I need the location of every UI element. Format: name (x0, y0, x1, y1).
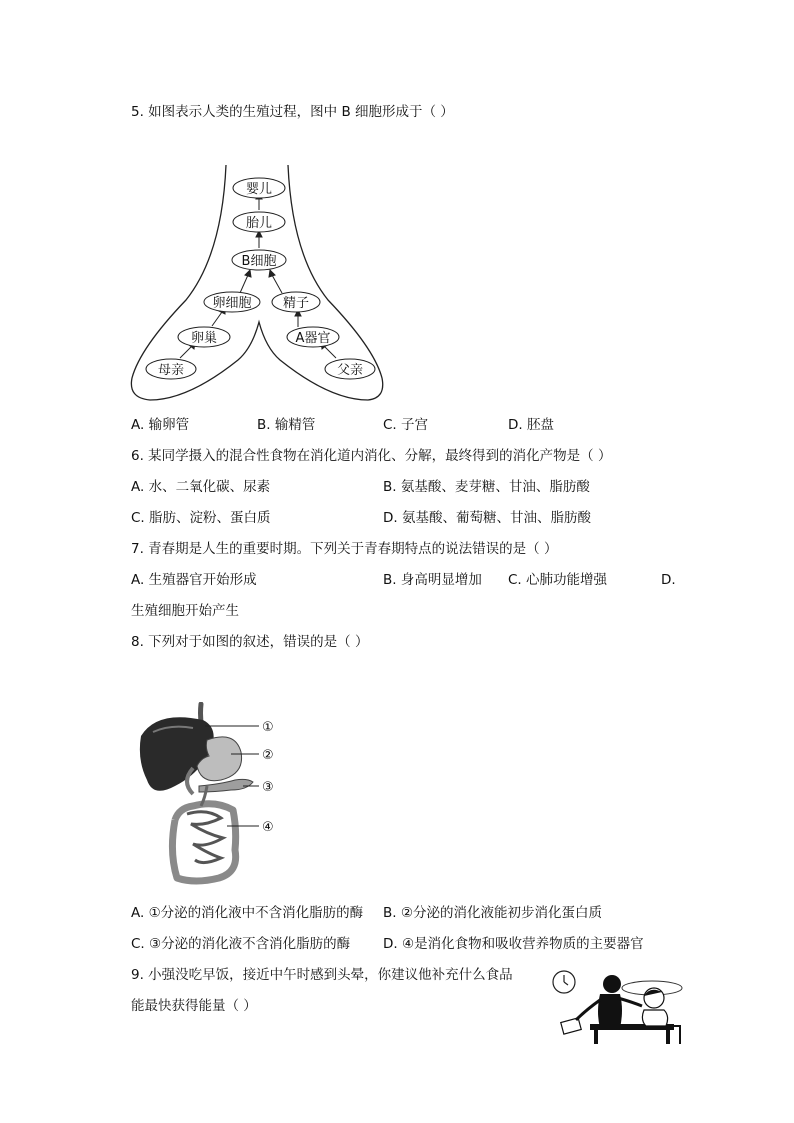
label-1: ① (262, 720, 274, 735)
q8-option-c: C. ③分泌的消化液不含消化脂肪的酶 (131, 936, 351, 952)
fetus-label: 胎儿 (245, 216, 273, 231)
q7-option-a: A. 生殖器官开始形成 (131, 572, 257, 588)
a-organ-label: A器官 (295, 331, 331, 346)
q6-option-c: C. 脂肪、淀粉、蛋白质 (131, 510, 271, 526)
q7-stem: 7. 青春期是人生的重要时期。下列关于青春期特点的说法错误的是（ ） (131, 541, 558, 557)
sperm-label: 精子 (282, 296, 310, 311)
q6-stem: 6. 某同学摄入的混合性食物在消化道内消化、分解，最终得到的消化产物是（ ） (131, 448, 612, 464)
q8-option-a: A. ①分泌的消化液中不含消化脂肪的酶 (131, 905, 364, 921)
q6-option-d: D. 氨基酸、葡萄糖、甘油、脂肪酸 (383, 510, 591, 526)
q5-option-c: C. 子宫 (383, 417, 429, 433)
dizzy-student-illustration (550, 966, 690, 1046)
q7-option-d: D. (661, 572, 676, 588)
b-cell-label: B细胞 (241, 254, 277, 269)
mother-label: 母亲 (157, 363, 185, 378)
father-label: 父亲 (336, 363, 364, 378)
q7-option-b: B. 身高明显增加 (383, 572, 482, 588)
baby-label: 婴儿 (245, 182, 273, 197)
label-3: ③ (262, 780, 274, 795)
ovary-label: 卵巢 (190, 331, 218, 346)
egg-label: 卵细胞 (212, 296, 252, 311)
q6-option-a: A. 水、二氧化碳、尿素 (131, 479, 271, 495)
q7-option-c: C. 心肺功能增强 (508, 572, 608, 588)
q8-stem: 8. 下列对于如图的叙述，错误的是（ ） (131, 634, 369, 650)
q9-stem: 9. 小强没吃早饭，接近中午时感到头晕，你建议他补充什么食品 (131, 967, 513, 983)
label-2: ② (262, 748, 274, 763)
label-4: ④ (262, 820, 274, 835)
reproduction-diagram (128, 160, 386, 410)
q9-continuation: 能最快获得能量（ ） (131, 998, 257, 1014)
q5-option-a: A. 输卵管 (131, 417, 190, 433)
q8-option-b: B. ②分泌的消化液能初步消化蛋白质 (383, 905, 602, 921)
q5-option-b: B. 输精管 (257, 417, 316, 433)
q5-option-d: D. 胚盘 (508, 417, 554, 433)
digestive-system-illustration (135, 702, 295, 887)
q6-option-b: B. 氨基酸、麦芽糖、甘油、脂肪酸 (383, 479, 590, 495)
q5-stem: 5. 如图表示人类的生殖过程，图中 B 细胞形成于（ ） (131, 104, 454, 120)
q8-option-d: D. ④是消化食物和吸收营养物质的主要器官 (383, 936, 644, 952)
q7-continuation: 生殖细胞开始产生 (131, 603, 239, 619)
